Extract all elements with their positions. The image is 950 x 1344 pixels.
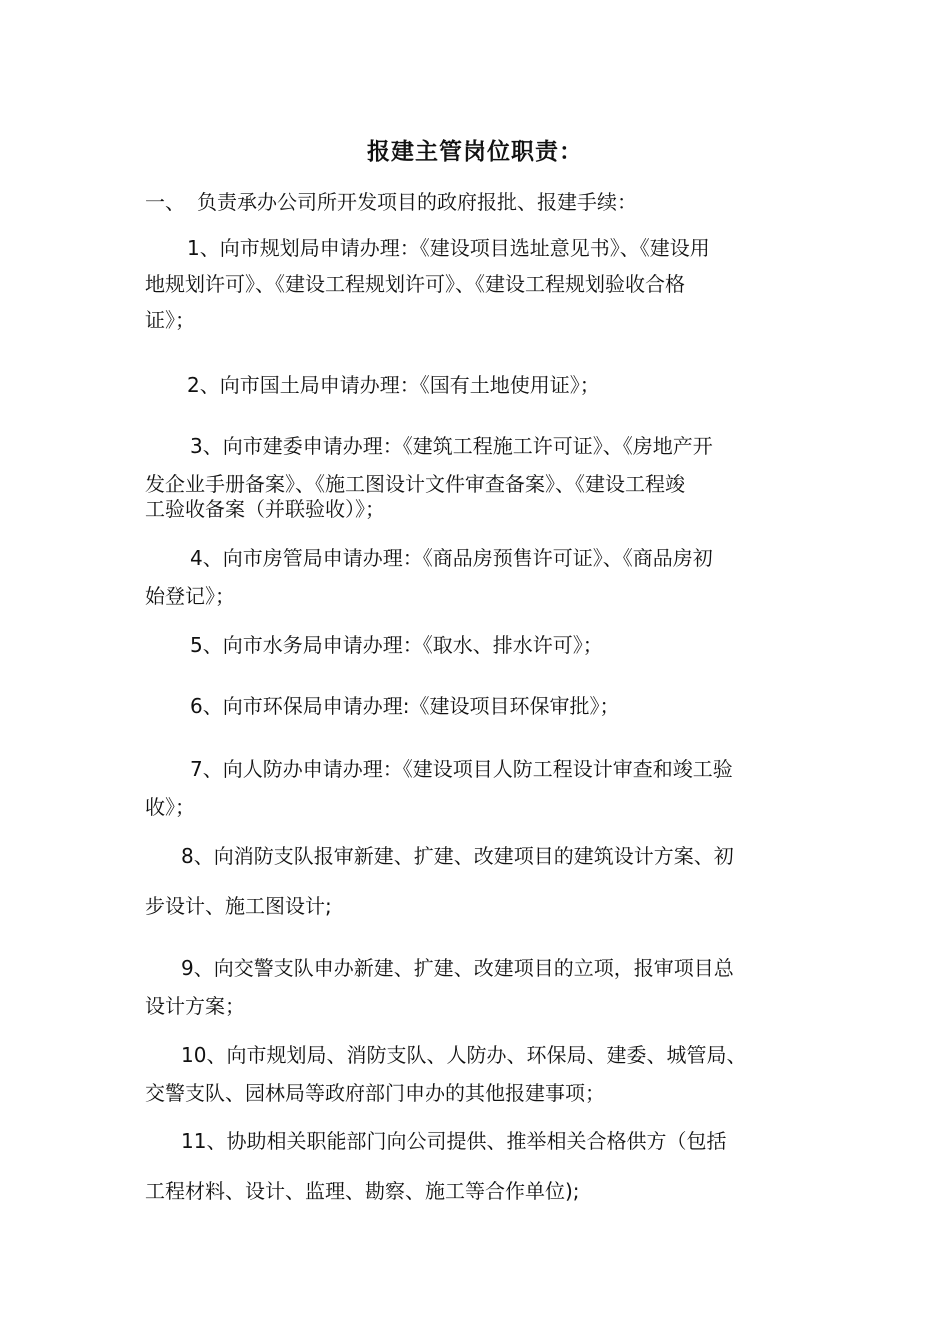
section-heading-text: 负责承办公司所开发项目的政府报批、报建手续： [197,190,637,214]
duty-item-line: 工验收备案（并联验收）》； [145,497,385,521]
duty-item-line: 5、向市水务局申请办理：《取水、排水许可》； [190,633,603,657]
duty-item-line: 发企业手册备案》、《施工图设计文件审查备案》、《建设工程竣 [145,472,685,496]
duty-item-7 [145,751,810,825]
duty-item-5 [145,627,810,663]
duty-item-line: 工程材料、设计、监理、勘察、施工等合作单位); [145,1179,580,1203]
duty-item-2 [145,367,810,403]
duty-item-1 [145,230,810,338]
duty-item-line: 4、向市房管局申请办理：《商品房预售许可证》、《商品房初 [190,546,713,570]
duty-item-line: 8、向消防支队报审新建、扩建、改建项目的建筑设计方案、初 [181,844,734,868]
duty-item-line: 地规划许可》、《建设工程规划许可》、《建设工程规划验收合格 [145,272,685,296]
duty-item-6 [145,688,810,724]
page-title: 报建主管岗位职责： [367,139,583,165]
duty-item-line: 1、向市规划局申请办理：《建设项目选址意见书》、《建设用 [187,236,710,260]
duty-item-line: 交警支队、园林局等政府部门申办的其他报建事项； [145,1081,605,1105]
duty-item-3 [145,428,810,524]
duty-item-8 [145,838,810,924]
duty-item-line: 6、向市环保局申请办理:《建设项目环保审批》； [190,694,620,718]
duty-item-line: 收》； [145,795,195,819]
duty-item-4 [145,540,810,614]
duty-item-line: 10、向市规划局、消防支队、人防办、环保局、建委、城管局、 [181,1043,747,1067]
duty-item-line: 2、向市国土局申请办理：《国有土地使用证》； [187,373,600,397]
duty-item-line: 9、向交警支队申办新建、扩建、改建项目的立项，报审项目总 [181,956,734,980]
section-heading [145,187,637,217]
duty-item-line: 步设计、施工图设计; [145,894,332,918]
duty-item-line: 11、协助相关职能部门向公司提供、推举相关合格供方（包括 [181,1129,727,1153]
duty-item-line: 始登记》； [145,584,235,608]
duty-item-line: 7、向人防办申请办理：《建设项目人防工程设计审查和竣工验 [190,757,733,781]
duty-item-10 [145,1037,810,1111]
duty-item-line: 3、向市建委申请办理：《建筑工程施工许可证》、《房地产开 [190,434,713,458]
duty-item-line: 证》； [145,308,195,332]
duty-item-11 [145,1123,810,1209]
section-number: 一、 [145,190,185,214]
duty-item-9 [145,950,810,1024]
duty-item-line: 设计方案； [145,994,245,1018]
